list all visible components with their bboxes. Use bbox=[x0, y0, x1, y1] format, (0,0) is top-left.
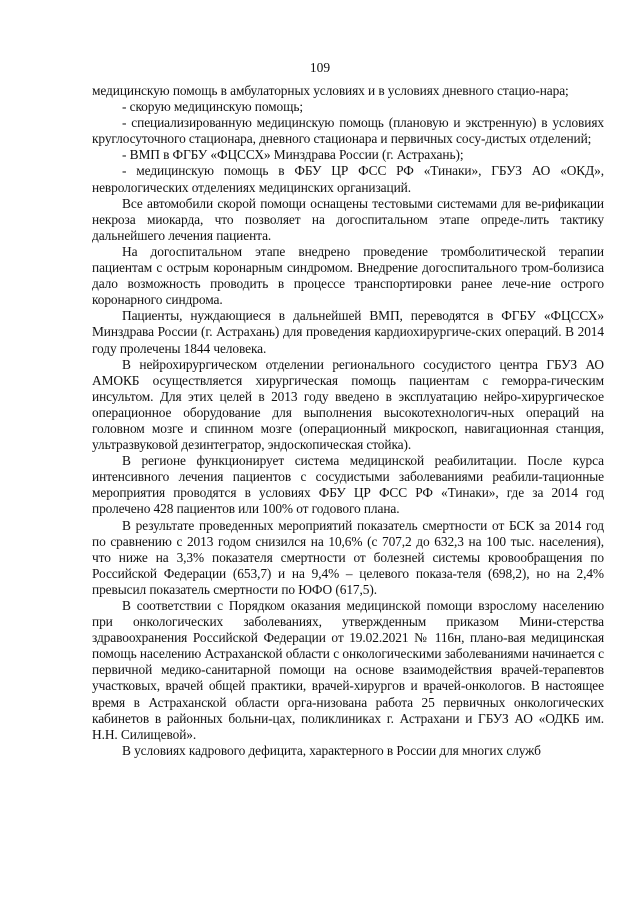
document-body bbox=[92, 83, 604, 759]
paragraph-10: В регионе функционирует система медицинской реабилитации. После курса интенсивного лечения пациентов с сосудистыми заболеваниями реабили-тационные мероприятия проводятся в условиях ФБУ ЦР ФСС РФ «Тинаки», где за 2014 год пролечено 428 пациентов или 100% от годового плана. bbox=[92, 453, 604, 517]
paragraph-8: Пациенты, нуждающиеся в дальнейшей ВМП, переводятся в ФГБУ «ФЦССХ» Минздрава России (г. Астрахань) для проведения кардиохирургиче-ских операций. В 2014 году пролечены 1844 человека. bbox=[92, 308, 604, 356]
paragraph-1: медицинскую помощь в амбулаторных условиях и в условиях дневного стацио-нара; bbox=[92, 83, 569, 98]
paragraph-12: В соответствии с Порядком оказания медицинской помощи взрослому населению при онкологических заболеваниях, утвержденным приказом Мини-стерства здравоохранения Российской Федерации от 19.02.2021 № 116н, плано-вая медицинская помощь населению Астраханской области с онкологическими заболеваниями начинается с первичной медико-санитарной помощи на основе взаимодействия врачей-терапевтов участковых, врачей общей практики, врачей-хирургов и врачей-онкологов. В настоящее время в Астраханской области орга-низована работа 25 первичных онкологических кабинетов в районных больни-цах, поликлиниках г. Астрахани и ГБУЗ АО «ОДКБ им. Н.Н. Силищевой». bbox=[92, 598, 604, 742]
paragraph-13: В условиях кадрового дефицита, характерного в России для многих служб bbox=[122, 742, 541, 758]
paragraph-3: - специализированную медицинскую помощь (плановую и экстренную) в условиях круглосуточного стационара, дневного стационара и первичных сосу-дистых отделений; bbox=[92, 115, 604, 147]
paragraph-2: - скорую медицинскую помощь; bbox=[122, 99, 303, 115]
paragraph-7: На догоспитальном этапе внедрено проведение тромболитической терапии пациентам с острым коронарным синдромом. Внедрение догоспитального тром-болизиса дало возможность проводить в процессе транспортировки ранее лече-ние острого коронарного синдрома. bbox=[92, 243, 604, 308]
page-number: 109 bbox=[309, 60, 331, 75]
paragraph-9: В нейрохирургическом отделении регионального сосудистого центра ГБУЗ АО АМОКБ осуществляется хирургическая помощь пациентам с геморра-гическим инсультом. Для этих целей в 2013 году введено в эксплуатацию нейро-хирургическое операционное оборудование для выполнения высокотехнологич-ных операций на головном мозге и спинном мозге (операционный микроскоп, навигационная станция, ультразвуковой дезинтегратор, эндоскопическая стойка). bbox=[92, 356, 604, 453]
paragraph-4: - ВМП в ФГБУ «ФЦССХ» Минздрава России (г. Астрахань); bbox=[122, 147, 464, 163]
paragraph-5: - медицинскую помощь в ФБУ ЦР ФСС РФ «Тинаки», ГБУЗ АО «ОКД», неврологических отделениях медицинских организаций. bbox=[92, 163, 604, 195]
paragraph-6: Все автомобили скорой помощи оснащены тестовыми системами для ве-рификации некроза миокарда, что позволяет на догоспитальном этапе опреде-лить тактику дальнейшего лечения пациента. bbox=[92, 195, 604, 243]
paragraph-11: В результате проведенных мероприятий показатель смертности от БСК за 2014 год по сравнению с 2013 годом снизился на 10,6% (с 707,2 до 632,3 на 100 тыс. населения), что ниже на 3,3% показателя смертности от болезней системы кровообращения по Российской Федерации (653,7) и на 9,4% – целевого показа-теля (698,2), но на 2,4% превысил показатель смертности по ЮФО (617,5). bbox=[92, 517, 604, 597]
